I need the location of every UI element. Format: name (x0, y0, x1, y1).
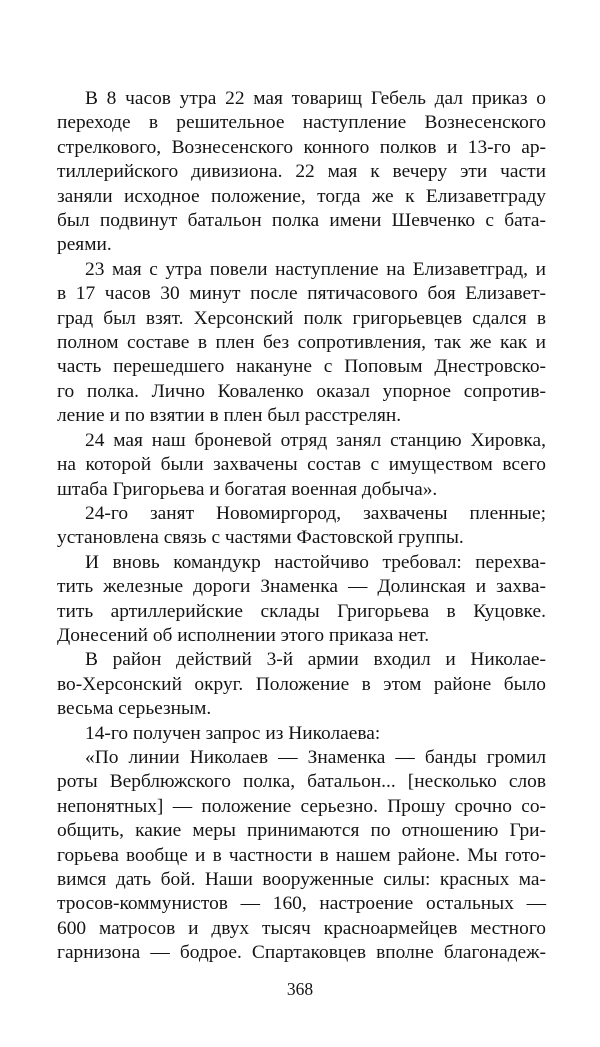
text-line: был подвинут батальон полка имени Шевченко с бата- (57, 210, 546, 232)
text-line: гарнизона — бодрое. Спартаковцев вполне благонадеж- (57, 942, 546, 964)
text-line: В 8 часов утра 22 мая товарищ Гебель дал приказ о (85, 88, 546, 109)
text-line: И вновь командукр настойчиво требовал: перехва- (85, 551, 546, 573)
text-line: заняли исходное положение, тогда же к Елизаветграду (57, 185, 546, 207)
text-line: ление и по взятии в плен был расстрелян. (57, 405, 402, 427)
text-line: часть перешедшего накануне с Поповым Днестровско- (57, 356, 546, 378)
text-line: тиллерийского дивизиона. 22 мая к вечеру эти части (57, 161, 546, 183)
text-line: тить артиллерийские склады Григорьева в Куцовке. (57, 600, 546, 622)
text-line: полном составе в плен без сопротивления, так же как и (57, 332, 546, 354)
page-text (57, 87, 546, 966)
text-line: 23 мая с утра повели наступление на Елизаветград, и (85, 258, 546, 280)
text-line: штаба Григорьева и богатая военная добыча». (57, 478, 438, 500)
text-line: на которой были захвачены состав с имуществом всего (57, 454, 546, 476)
text-line: 24 мая наш броневой отряд занял станцию Хировка, (85, 429, 546, 451)
text-line: непонятных] — положение серьезно. Прошу срочно со- (57, 795, 546, 817)
text-line: го полка. Лично Коваленко оказал упорное сопротив- (57, 380, 546, 402)
text-line: установлена связь с частями Фастовской группы. (57, 527, 464, 549)
text-line: переходе в решительное наступление Вознесенского (57, 112, 546, 134)
text-line: 14-го получен запрос из Николаева: (85, 722, 381, 744)
text-line: роты Верблюжского полка, батальон... [несколько слов (57, 771, 546, 793)
text-line: общить, какие меры принимаются по отношению Гри- (57, 820, 546, 842)
text-line: горьева вообще и в частности в нашем районе. Мы гото- (57, 844, 546, 866)
text-line: Донесений об исполнении этого приказа нет. (57, 624, 430, 646)
text-line: тить железные дороги Знаменка — Долинская и захва- (57, 576, 546, 598)
text-line: во-Херсонский округ. Положение в этом районе было (57, 673, 546, 695)
text-line: 600 матросов и двух тысяч красноармейцев местного (57, 917, 546, 939)
text-line: стрелкового, Вознесенского конного полков и 13-го ар- (57, 136, 546, 158)
text-line: весьма серьезным. (57, 698, 212, 720)
text-line: В район действий 3-й армии входил и Николае- (85, 649, 546, 671)
text-line: град был взят. Херсонский полк григорьевцев сдался в (57, 307, 546, 329)
text-line: тросов-коммунистов — 160, настроение остальных — (57, 893, 546, 915)
text-line: в 17 часов 30 минут после пятичасового боя Елизавет- (57, 283, 546, 305)
page-number: 368 (286, 979, 314, 999)
text-line: 24-го занят Новомиргород, захвачены пленные; (85, 502, 546, 524)
text-line: «По линии Николаев — Знаменка — банды громил (85, 746, 546, 768)
text-line: реями. (57, 234, 112, 256)
text-line: вимся дать бой. Наши вооруженные силы: красных ма- (57, 869, 546, 890)
